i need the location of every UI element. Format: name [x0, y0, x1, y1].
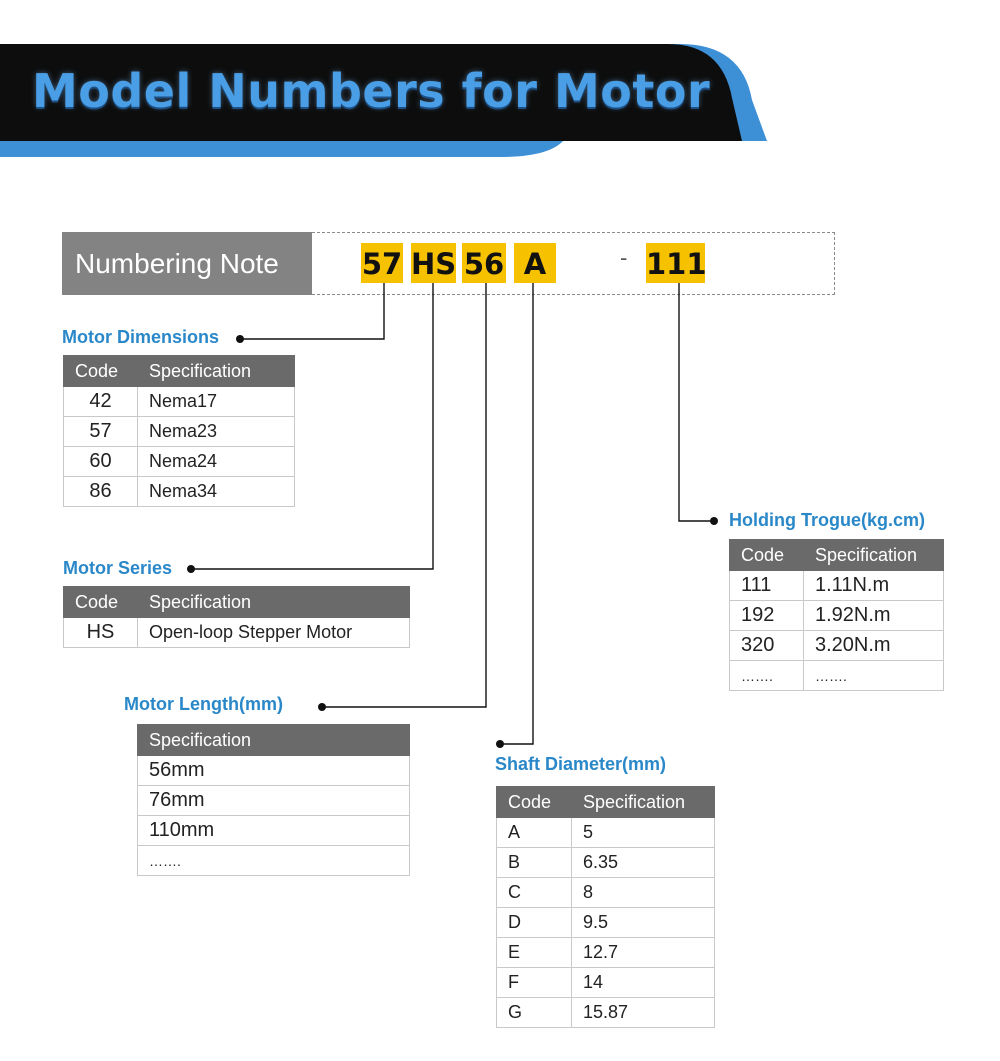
column-header: Specification	[804, 540, 944, 571]
table-row	[497, 848, 715, 878]
code-shaft-box: A	[514, 243, 556, 283]
numbering-note-label: Numbering Note	[62, 232, 312, 295]
table-row	[64, 447, 295, 477]
motor-series-table	[63, 586, 410, 648]
code-cell: 86	[64, 477, 138, 507]
code-series-box: HS	[411, 243, 456, 283]
spec-cell: Nema17	[138, 387, 295, 417]
code-cell: …….	[730, 661, 804, 691]
spec-cell: 3.20N.m	[804, 631, 944, 661]
code-cell: B	[497, 848, 572, 878]
table-row	[730, 631, 944, 661]
holding-torque-title: Holding Trogue(kg.cm)	[729, 510, 925, 530]
table-row	[64, 477, 295, 507]
table-row	[497, 998, 715, 1028]
spec-cell: …….	[138, 846, 410, 876]
code-torque-box: 111	[646, 243, 705, 283]
motor-dimensions-table	[63, 355, 295, 507]
code-cell: E	[497, 938, 572, 968]
spec-cell: 5	[572, 818, 715, 848]
column-header: Specification	[138, 725, 410, 756]
spec-cell: …….	[804, 661, 944, 691]
code-cell: 192	[730, 601, 804, 631]
table-row	[497, 878, 715, 908]
code-cell: G	[497, 998, 572, 1028]
table-row	[138, 786, 410, 816]
column-header: Specification	[138, 587, 410, 618]
code-cell: HS	[64, 618, 138, 648]
table-row	[730, 601, 944, 631]
code-separator: -	[620, 245, 628, 270]
connector-dot	[187, 565, 195, 573]
column-header: Specification	[138, 356, 295, 387]
code-length-box: 56	[462, 243, 506, 283]
table-header-row	[64, 356, 295, 387]
code-cell: 60	[64, 447, 138, 477]
spec-cell: 14	[572, 968, 715, 998]
code-cell: 111	[730, 571, 804, 601]
holding-torque-table	[729, 539, 944, 691]
table-row	[64, 618, 410, 648]
spec-cell: Nema23	[138, 417, 295, 447]
table-row	[497, 818, 715, 848]
column-header: Code	[64, 587, 138, 618]
column-header: Code	[730, 540, 804, 571]
spec-cell: 15.87	[572, 998, 715, 1028]
spec-cell: 76mm	[138, 786, 410, 816]
code-cell: 57	[64, 417, 138, 447]
column-header: Code	[497, 787, 572, 818]
table-header-row	[730, 540, 944, 571]
page-title: Model Numbers for Motor	[32, 64, 711, 118]
spec-cell: Nema24	[138, 447, 295, 477]
code-cell: 42	[64, 387, 138, 417]
spec-cell: 56mm	[138, 756, 410, 786]
code-cell: D	[497, 908, 572, 938]
motor-length-title: Motor Length(mm)	[124, 694, 283, 714]
spec-cell: 12.7	[572, 938, 715, 968]
table-header-row	[497, 787, 715, 818]
connector-dot	[236, 335, 244, 343]
shaft-diameter-title: Shaft Diameter(mm)	[495, 754, 667, 774]
spec-cell: Nema34	[138, 477, 295, 507]
table-row	[497, 908, 715, 938]
table-row	[730, 571, 944, 601]
spec-cell: 6.35	[572, 848, 715, 878]
table-row	[497, 938, 715, 968]
spec-cell: 110mm	[138, 816, 410, 846]
code-cell: C	[497, 878, 572, 908]
connector-dot	[496, 740, 504, 748]
connector-dot	[710, 517, 718, 525]
code-cell: F	[497, 968, 572, 998]
spec-cell: 8	[572, 878, 715, 908]
table-row	[64, 417, 295, 447]
motor-series-title: Motor Series	[63, 558, 173, 578]
table-row	[730, 661, 944, 691]
spec-cell: 9.5	[572, 908, 715, 938]
column-header: Specification	[572, 787, 715, 818]
spec-cell: 1.92N.m	[804, 601, 944, 631]
spec-cell: Open-loop Stepper Motor	[138, 618, 410, 648]
code-dimension-box: 57	[361, 243, 403, 283]
table-row	[64, 387, 295, 417]
motor-dimensions-title: Motor Dimensions	[62, 327, 220, 347]
table-row	[138, 756, 410, 786]
table-row	[138, 816, 410, 846]
motor-length-table	[137, 724, 410, 876]
table-header-row	[138, 725, 410, 756]
table-header-row	[64, 587, 410, 618]
column-header: Code	[64, 356, 138, 387]
shaft-diameter-table	[496, 786, 715, 1028]
connector-dot	[318, 703, 326, 711]
table-row	[497, 968, 715, 998]
code-cell: A	[497, 818, 572, 848]
table-row	[138, 846, 410, 876]
spec-cell: 1.11N.m	[804, 571, 944, 601]
code-cell: 320	[730, 631, 804, 661]
